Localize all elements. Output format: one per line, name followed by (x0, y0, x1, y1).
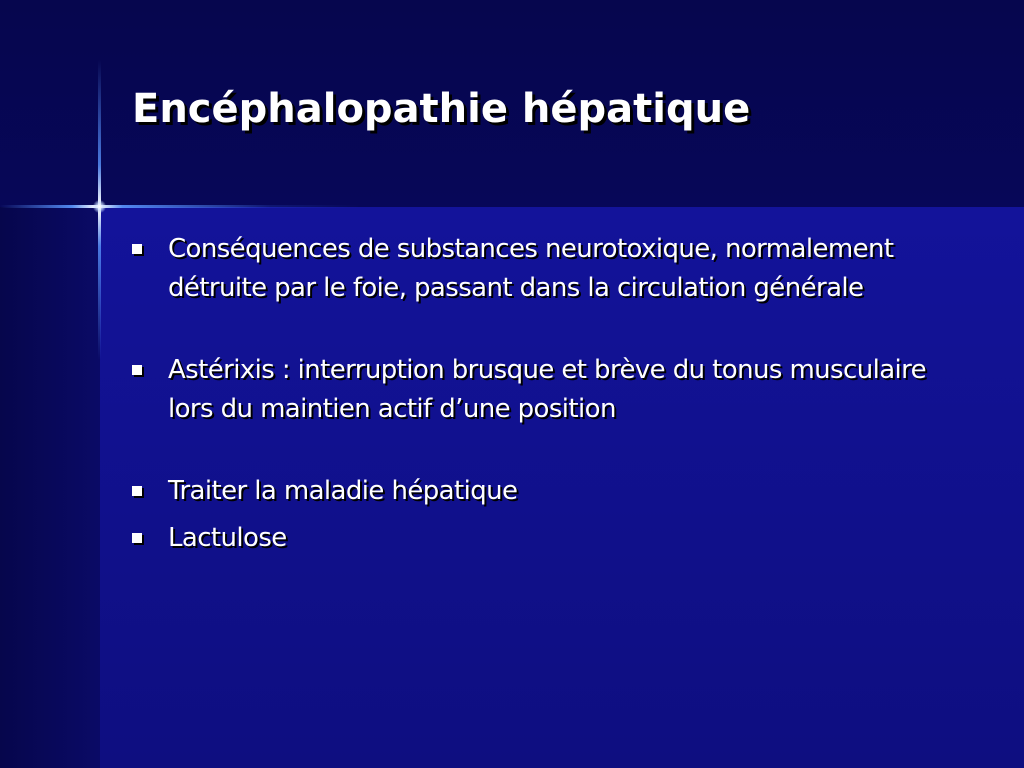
star-sparkle-icon (93, 200, 106, 213)
sparkle-horizontal-line (0, 205, 360, 208)
bullet-text: Astérixis : interruption brusque et brève du tonus musculaire lors du maintien actif d’une position (168, 355, 927, 424)
square-bullet-icon (132, 533, 142, 543)
slide-title: Encéphalopathie hépatique (132, 86, 751, 132)
bullet-item (132, 519, 962, 558)
bullet-item (132, 472, 962, 511)
left-band (0, 207, 100, 768)
bullet-text: Traiter la maladie hépatique (168, 476, 518, 506)
square-bullet-icon (132, 244, 142, 254)
bullet-item (132, 351, 962, 429)
square-bullet-icon (132, 365, 142, 375)
bullet-item (132, 230, 962, 308)
bullet-text: Conséquences de substances neurotoxique, normalement détruite par le foie, passant dans la circulation générale (168, 234, 894, 303)
bullet-list (132, 230, 962, 558)
square-bullet-icon (132, 486, 142, 496)
bullet-text: Lactulose (168, 523, 287, 553)
